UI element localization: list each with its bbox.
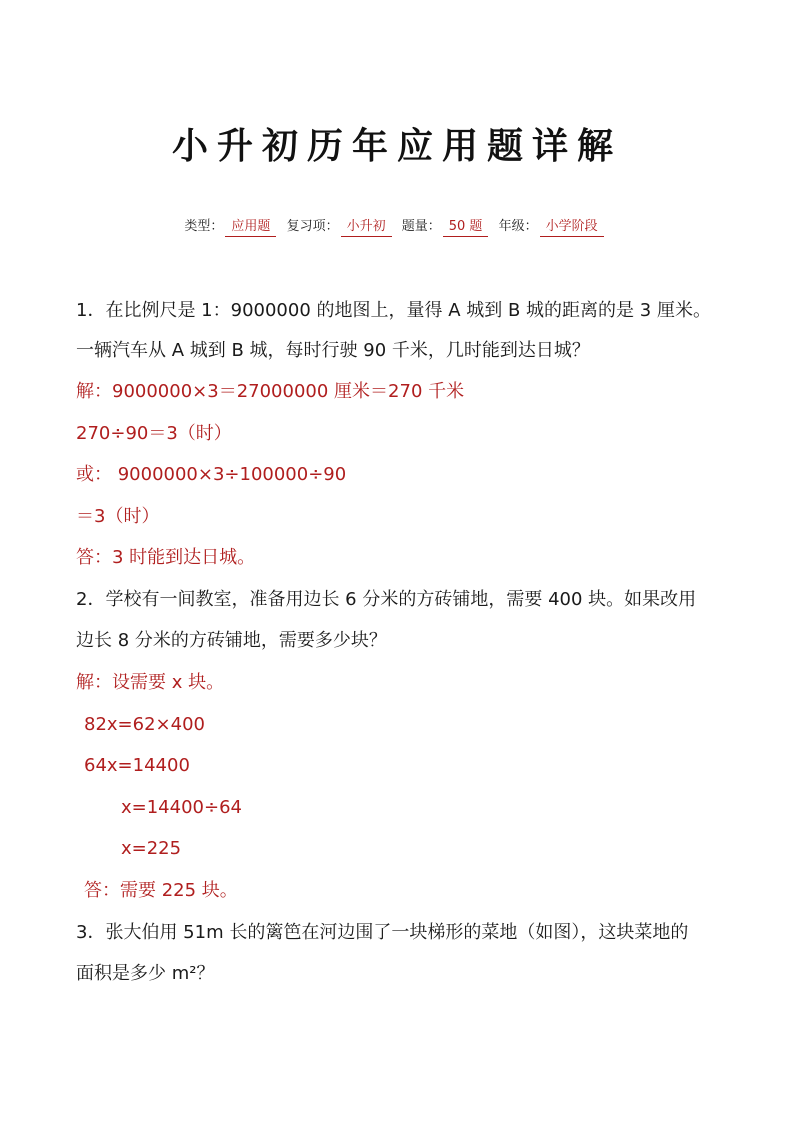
problem-2-solution-line-1: 解：设需要 x 块。 [76, 672, 225, 693]
problem-2-answer: 答：需要 225 块。 [84, 880, 238, 901]
grade-label: 年级： [498, 219, 538, 234]
problem-1-solution-line-2: 270÷90＝3（时） [76, 423, 232, 444]
problem-1-solution-line-1: 解：9000000×3＝27000000 厘米＝270 千米 [76, 381, 465, 402]
problem-1-text-line-1: 1．在比例尺是 1：9000000 的地图上，量得 A 城到 B 城的距离的是 3 厘米。 [76, 300, 711, 321]
problem-2-solution-line-3: 64x=14400 [84, 755, 190, 776]
problem-1-answer: 答：3 时能到达日城。 [76, 547, 256, 568]
review-label: 复习项： [286, 219, 339, 234]
count-value: 50 题 [443, 219, 489, 237]
problem-3-text-line-1: 3．张大伯用 51m 长的篱笆在河边围了一块梯形的菜地（如图），这块菜地的 [76, 922, 689, 943]
problem-1-solution-line-3: 或： 9000000×3÷100000÷90 [76, 464, 347, 485]
problem-2-text-line-1: 2．学校有一间教室，准备用边长 6 分米的方砖铺地，需要 400 块。如果改用 [76, 589, 697, 610]
review-value: 小升初 [341, 219, 392, 237]
problem-1-solution-line-4: ＝3（时） [76, 506, 160, 527]
page-title: 小升初历年应用题详解 [171, 126, 622, 167]
problem-2-text-line-2: 边长 8 分米的方砖铺地，需要多少块？ [76, 630, 387, 651]
count-label: 题量： [401, 219, 441, 234]
grade-value: 小学阶段 [540, 219, 604, 237]
type-label: 类型： [184, 219, 224, 234]
problem-3-text-line-2: 面积是多少 m²？ [76, 963, 215, 984]
problem-2-solution-line-5: x=225 [121, 838, 182, 859]
problem-2-solution-line-4: x=14400÷64 [121, 797, 242, 818]
problem-1-text-line-2: 一辆汽车从 A 城到 B 城，每时行驶 90 千米，几时能到达日城？ [76, 340, 590, 361]
type-value: 应用题 [225, 219, 276, 237]
problem-2-solution-line-2: 82x=62×400 [84, 714, 205, 735]
